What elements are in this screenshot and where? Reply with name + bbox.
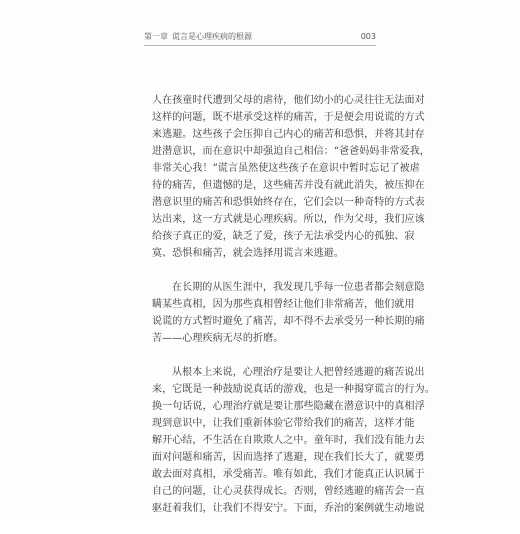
text-line: 敢去面对真相，承受痛苦。唯有如此，我们才能真正认识属于 — [152, 469, 425, 480]
header-divider — [144, 45, 376, 46]
text-line: 驱赶着我们，让我们不得安宁。下面，乔治的案例就生动地说 — [152, 503, 425, 514]
text-line: 换一句话说，心理治疗就是要让那些隐藏在潜意识中的真相浮 — [152, 401, 425, 412]
text-line: 非常关心我！”谎言虽然使这些孩子在意识中暂时忘记了被虐 — [152, 163, 420, 174]
page-number: 003 — [360, 32, 376, 41]
text-line: 在长期的从医生涯中，我发现几乎每一位患者都会刻意隐 — [172, 282, 425, 293]
text-line: 来，它既是一种鼓励说真话的游戏，也是一种揭穿谎言的行为。 — [152, 384, 435, 395]
text-line: 自己的问题，让心灵获得成长。否则，曾经逃避的痛苦会一直 — [152, 486, 425, 497]
text-line: 寞、恐惧和痛苦，就会选择用谎言来逃避。 — [152, 248, 344, 259]
text-line: 说谎的方式暂时避免了痛苦，却不得不去承受另一种长期的痛 — [152, 316, 425, 327]
text-line: 瞒某些真相，因为那些真相曾经让他们非常痛苦，他们就用 — [152, 299, 415, 310]
body-text — [152, 92, 435, 534]
paragraph-1 — [152, 92, 430, 262]
running-head — [144, 31, 376, 43]
text-line: 待的痛苦，但遗憾的是，这些痛苦并没有就此消失，被压抑在 — [152, 180, 425, 191]
text-line: 解开心结，不生活在自欺欺人之中。童年时，我们没有能力去 — [152, 435, 425, 446]
text-line: 潜意识里的痛苦和恐惧始终存在，它们会以一种奇特的方式表 — [152, 197, 425, 208]
text-line: 苦——心理疾病无尽的折磨。 — [152, 333, 284, 344]
text-line: 这样的问题，既不堪承受这样的痛苦，于是便会用说谎的方式 — [152, 112, 425, 123]
text-line: 达出来，这一方式就是心理疾病。所以，作为父母，我们应该 — [152, 214, 425, 225]
text-line: 给孩子真正的爱，缺乏了爱，孩子无法承受内心的孤独、寂 — [152, 231, 415, 242]
chapter-label: 第一章 — [144, 32, 168, 41]
paragraph-3 — [152, 364, 435, 517]
text-line: 从根本上来说，心理治疗是要让人把曾经逃避的痛苦说出 — [172, 367, 425, 378]
text-line: 人在孩童时代遭到父母的虐待，他们幼小的心灵往往无法面对 — [152, 95, 425, 106]
text-line: 面对问题和痛苦，因而选择了逃避，现在我们长大了，就要勇 — [152, 452, 425, 463]
chapter-title: 谎言是心理疾病的根源 — [172, 32, 252, 41]
text-line: 进潜意识，而在意识中却强迫自己相信：“爸爸妈妈非常爱我， — [152, 146, 430, 157]
text-line: 来逃避。这些孩子会压抑自己内心的痛苦和恐惧，并将其封存 — [152, 129, 425, 140]
text-line: 现到意识中，让我们重新体验它带给我们的痛苦，这样才能 — [152, 418, 415, 429]
paragraph-2 — [152, 279, 425, 347]
